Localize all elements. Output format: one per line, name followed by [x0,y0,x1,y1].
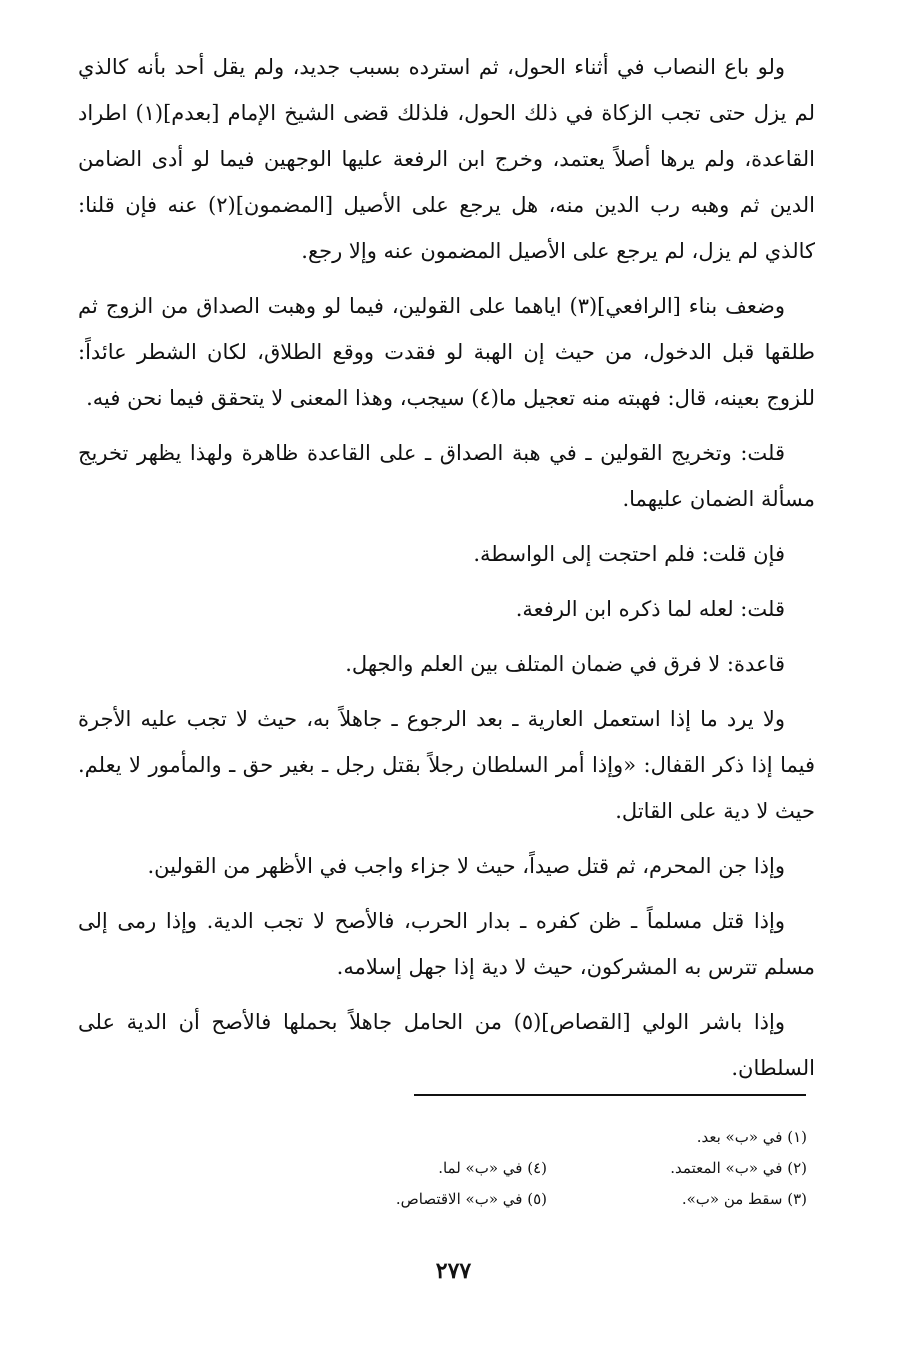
footnotes [327,1122,807,1215]
paragraph-10: وإذا باشر الولي [القصاص](٥) من الحامل جاهلاً بحملها فالأصح أن الدية على السلطان. [78,1010,815,1080]
paragraph-9: وإذا قتل مسلماً ـ ظن كفره ـ بدار الحرب، فالأصح لا تجب الدية. وإذا رمى إلى مسلم تترس به المشركون، حيث لا دية إذا جهل إسلامه. [78,909,815,979]
paragraph-5: قلت: لعله لما ذكره ابن الرفعة. [515,597,785,621]
footnote-2: (٢) في «ب» المعتمد. [670,1159,807,1177]
footnote-divider [414,1094,806,1096]
footnote-3: (٣) سقط من «ب». [681,1190,807,1208]
paragraph-2: وضعف بناء [الرافعي](٣) اياهما على القولين، فيما لو وهبت الصداق من الزوج ثم طلقها قبل الدخول، من حيث إن الهبة لو فقدت ووقع الطلاق، لكان الشطر عائداً: للزوج بعينه، قال: فهبته منه تعجيل ما(٤) سيجب، وهذا المعنى لا يتحقق فيما نحن فيه. [78,294,815,410]
paragraph-3: قلت: وتخريج القولين ـ في هبة الصداق ـ على القاعدة ظاهرة ولهذا يظهر تخريج مسألة الضمان عليهما. [78,441,815,511]
main-text [78,44,815,1100]
footnote-4: (٤) في «ب» لما. [438,1159,547,1177]
rule-heading-paragraph: قاعدة: لا فرق في ضمان المتلف بين العلم والجهل. [345,652,785,676]
page-number: ٢٧٧ [435,1258,472,1284]
paragraph-8: وإذا جن المحرم، ثم قتل صيداً، حيث لا جزاء واجب في الأظهر من القولين. [147,854,785,878]
paragraph-4: فإن قلت: فلم احتجت إلى الواسطة. [473,542,785,566]
paragraph-7: ولا يرد ما إذا استعمل العارية ـ بعد الرجوع ـ جاهلاً به، حيث لا تجب عليه الأجرة فيما إذا ذكر القفال: «وإذا أمر السلطان رجلاً بقتل رجل ـ بغير حق ـ والمأمور لا يعلم. حيث لا دية على القاتل. [78,707,815,823]
footnote-5: (٥) في «ب» الاقتصاص. [395,1190,547,1208]
paragraph-1: ولو باع النصاب في أثناء الحول، ثم استرده بسبب جديد، ولم يقل أحد بأنه كالذي لم يزل حتى تجب الزكاة في ذلك الحول، فلذلك قضى الشيخ الإمام [بعدم](١) اطراد القاعدة، ولم يرها أصلاً يعتمد، وخرج ابن الرفعة عليها الوجهين فيما لو أدى الضامن الدين ثم وهبه رب الدين منه، هل يرجع على الأصيل [المضمون](٢) عنه فإن قلنا: كالذي لم يزل، لم يرجع على الأصيل المضمون عنه وإلا رجع. [78,55,815,263]
footnote-1: (١) في «ب» بعد. [696,1128,807,1146]
